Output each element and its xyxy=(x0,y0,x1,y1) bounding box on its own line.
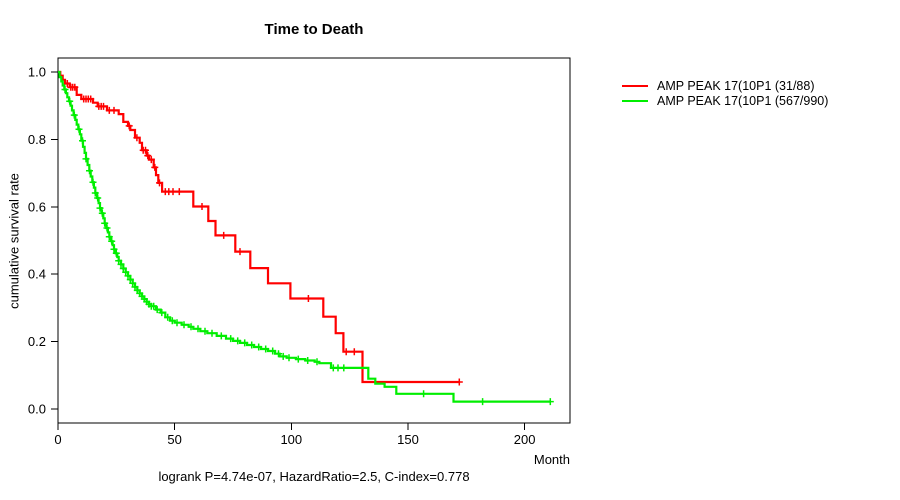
x-tick-label: 100 xyxy=(280,432,303,447)
km-curve-green xyxy=(58,72,550,402)
legend-item-green xyxy=(622,93,828,108)
x-tick-label: 0 xyxy=(54,432,62,447)
y-axis-label: cumulative survival rate xyxy=(6,173,22,309)
y-tick-label: 0.8 xyxy=(27,131,46,147)
y-tick-label: 0.4 xyxy=(27,266,46,282)
x-tick-label: 50 xyxy=(167,432,182,447)
stats-caption: logrank P=4.74e-07, HazardRatio=2.5, C-index=0.778 xyxy=(158,469,470,484)
x-tick-label: 150 xyxy=(397,432,419,447)
legend-label-green: AMP PEAK 17(10P1 (567/990) xyxy=(657,93,829,108)
y-tick-label: 0.0 xyxy=(27,401,46,417)
y-tick-label: 0.2 xyxy=(27,334,46,350)
legend-label-red: AMP PEAK 17(10P1 (31/88) xyxy=(657,78,815,93)
censor-marks-red xyxy=(64,80,463,386)
legend-line-green xyxy=(622,100,648,102)
y-tick-label: 0.6 xyxy=(27,199,46,215)
x-tick-label: 200 xyxy=(513,432,536,447)
x-axis-label: Month xyxy=(533,452,570,467)
plot-box xyxy=(58,58,570,423)
y-tick-label: 1.0 xyxy=(27,64,46,80)
chart-legend xyxy=(622,78,828,108)
legend-line-red xyxy=(622,85,648,87)
legend-item-red xyxy=(622,78,828,93)
chart-title: Time to Death xyxy=(264,21,364,38)
km-curve-red xyxy=(58,72,459,382)
